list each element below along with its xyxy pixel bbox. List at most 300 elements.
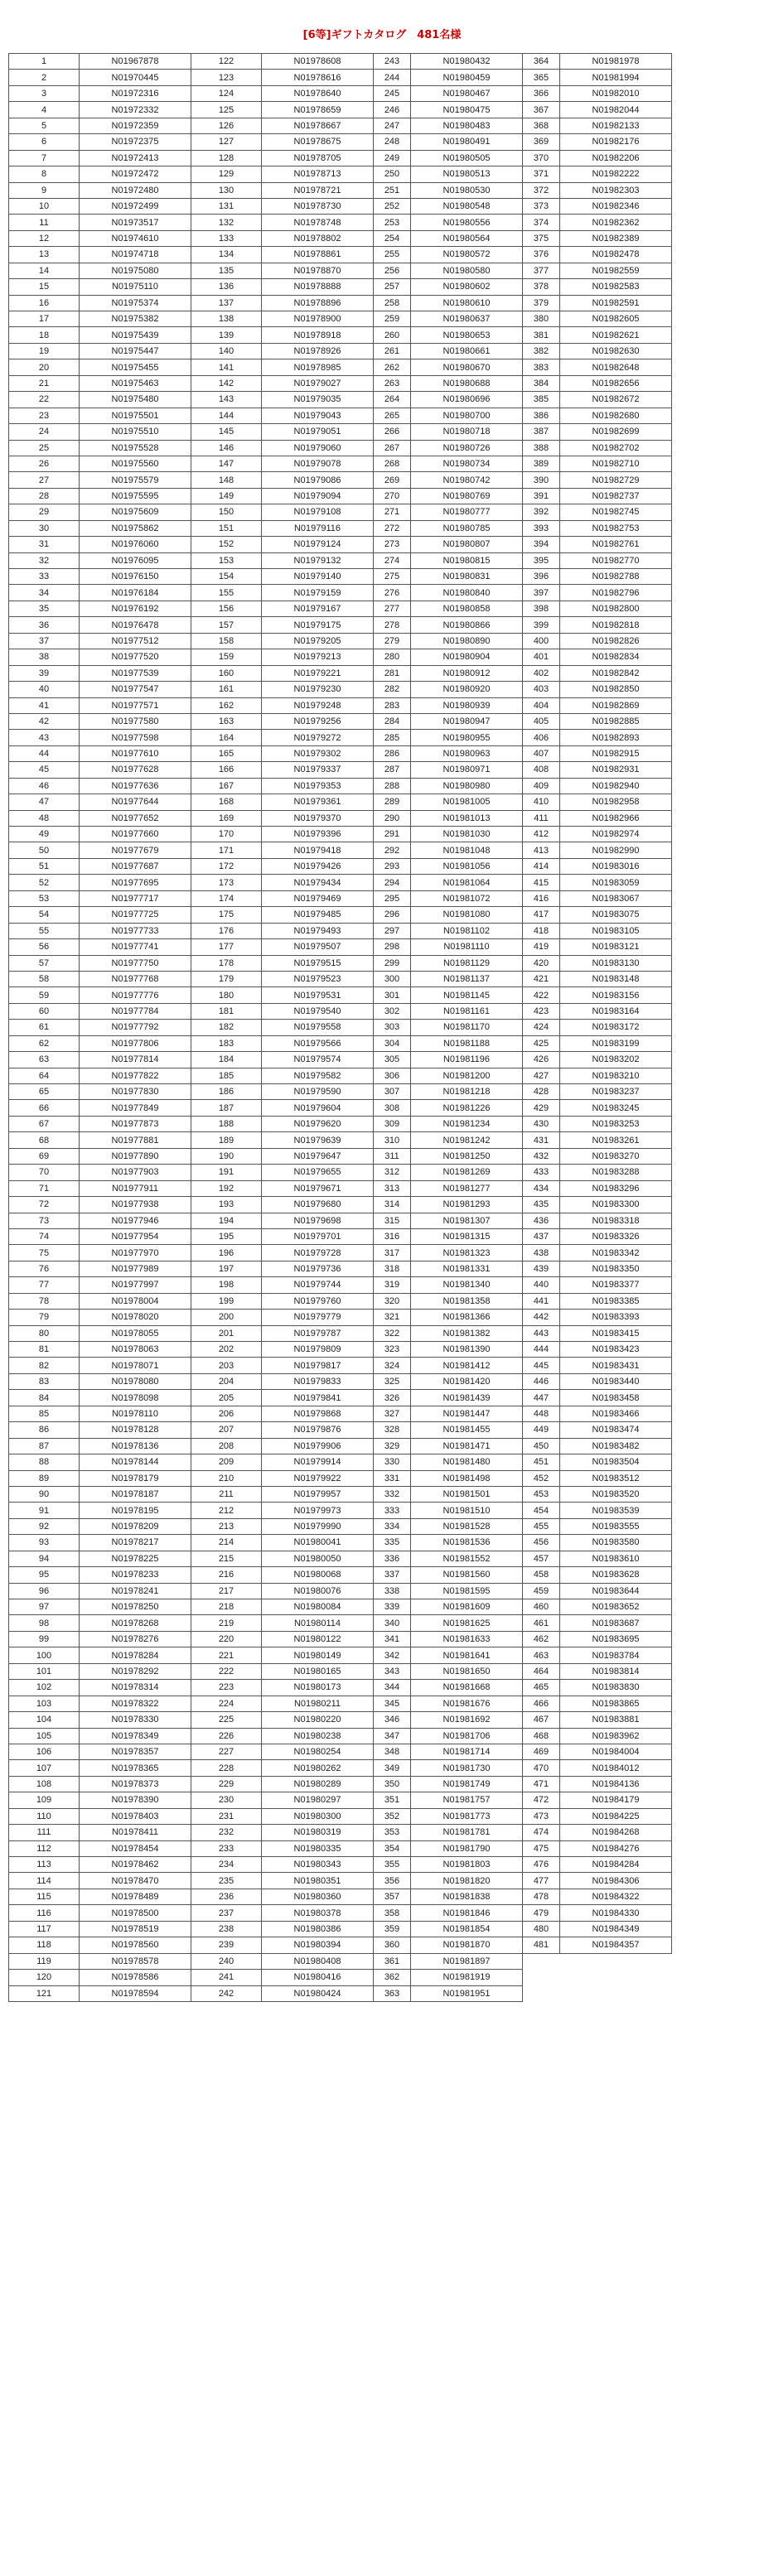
table-row (9, 279, 672, 295)
winner-code: N01981331 (411, 1261, 523, 1276)
entry-number: 157 (191, 617, 262, 633)
entry-number: 293 (374, 858, 411, 874)
entry-number: 141 (191, 359, 262, 375)
entry-number: 455 (523, 1518, 560, 1534)
entry-number: 148 (191, 472, 262, 488)
table-row (9, 1551, 672, 1566)
table-row (9, 1310, 672, 1325)
winner-code: N01980815 (411, 552, 523, 568)
table-row (9, 1325, 672, 1341)
winner-code: N01982702 (560, 440, 672, 456)
table-row (9, 1390, 672, 1406)
winner-code: N01977776 (80, 987, 191, 1003)
winner-code: N01979922 (262, 1470, 374, 1486)
winner-code: N01984004 (560, 1744, 672, 1759)
winner-code: N01980718 (411, 424, 523, 440)
entry-number: 176 (191, 923, 262, 938)
winner-code: N01981366 (411, 1310, 523, 1325)
winner-code: N01980971 (411, 762, 523, 778)
entry-number: 106 (9, 1744, 80, 1759)
entry-number: 334 (374, 1518, 411, 1534)
winner-code: N01981641 (411, 1647, 523, 1663)
table-row (9, 263, 672, 278)
entry-number: 129 (191, 166, 262, 182)
winner-code: N01982222 (560, 166, 672, 182)
entry-number: 449 (523, 1422, 560, 1438)
winner-code: N01984330 (560, 1905, 672, 1921)
winner-code: N01983296 (560, 1180, 672, 1196)
entry-number: 234 (191, 1857, 262, 1873)
winner-code: N01981994 (560, 70, 672, 85)
entry-number: 281 (374, 665, 411, 681)
entry-number: 88 (9, 1454, 80, 1470)
winner-code: N01979582 (262, 1068, 374, 1083)
winner-code: N01980505 (411, 150, 523, 166)
winner-code: N01979876 (262, 1422, 374, 1438)
winner-code: N01982974 (560, 827, 672, 842)
table-row (9, 182, 672, 198)
entry-number: 158 (191, 633, 262, 649)
table-row (9, 1245, 672, 1261)
entry-number: 1 (9, 54, 80, 70)
entry-number: 201 (191, 1325, 262, 1341)
winner-code: N01981340 (411, 1277, 523, 1293)
entry-number: 215 (191, 1551, 262, 1566)
entry-number: 64 (9, 1068, 80, 1083)
winner-code: N01981358 (411, 1293, 523, 1309)
entry-number: 182 (191, 1020, 262, 1035)
entry-number: 333 (374, 1503, 411, 1518)
winner-code: N01979728 (262, 1245, 374, 1261)
entry-number: 173 (191, 875, 262, 890)
entry-number: 5 (9, 118, 80, 133)
winner-code: N01983059 (560, 875, 672, 890)
entry-number: 207 (191, 1422, 262, 1438)
entry-number: 370 (523, 150, 560, 166)
table-row (9, 1760, 672, 1776)
winner-code: N01981773 (411, 1808, 523, 1824)
entry-number: 270 (374, 488, 411, 504)
winner-code: N01981382 (411, 1325, 523, 1341)
entry-number: 479 (523, 1905, 560, 1921)
winner-code: N01978519 (80, 1921, 191, 1937)
winner-code: N01980831 (411, 569, 523, 585)
table-row (9, 875, 672, 890)
winner-code: N01979140 (262, 569, 374, 585)
table-row (9, 504, 672, 520)
winner-code: N01983342 (560, 1245, 672, 1261)
winner-code: N01981137 (411, 971, 523, 987)
table-row (9, 890, 672, 906)
table-row (9, 1197, 672, 1213)
entry-number: 320 (374, 1293, 411, 1309)
winner-code: N01981234 (411, 1116, 523, 1131)
winner-code: N01978373 (80, 1776, 191, 1792)
entry-number: 4 (9, 102, 80, 118)
entry-number: 81 (9, 1342, 80, 1358)
table-row (9, 1792, 672, 1808)
entry-number: 378 (523, 279, 560, 295)
winner-code: N01972480 (80, 182, 191, 198)
winner-code: N01981790 (411, 1840, 523, 1856)
entry-number: 52 (9, 875, 80, 890)
winner-code: N01978020 (80, 1310, 191, 1325)
winner-code: N01982656 (560, 375, 672, 391)
table-row (9, 1937, 672, 1953)
table-row (9, 682, 672, 697)
entry-number: 209 (191, 1454, 262, 1470)
entry-number: 206 (191, 1406, 262, 1421)
entry-number: 139 (191, 327, 262, 343)
entry-number: 19 (9, 343, 80, 359)
table-row (9, 1696, 672, 1711)
winner-code: N01976095 (80, 552, 191, 568)
winner-code: N01979213 (262, 649, 374, 665)
winner-code: N01980408 (262, 1953, 374, 1969)
winner-code: N01983482 (560, 1438, 672, 1454)
winner-code: N01981730 (411, 1760, 523, 1776)
winner-code: N01983237 (560, 1084, 672, 1100)
table-row (9, 537, 672, 552)
entry-number: 143 (191, 392, 262, 408)
entry-number: 164 (191, 730, 262, 745)
entry-number: 107 (9, 1760, 80, 1776)
winner-code: N01979680 (262, 1197, 374, 1213)
table-row (9, 1180, 672, 1196)
entry-number: 108 (9, 1776, 80, 1792)
winner-code: N01975455 (80, 359, 191, 375)
entry-number: 130 (191, 182, 262, 198)
table-row (9, 907, 672, 923)
winner-code: N01981170 (411, 1020, 523, 1035)
winner-code: N01978284 (80, 1647, 191, 1663)
winner-code: N01979647 (262, 1148, 374, 1164)
entry-number: 86 (9, 1422, 80, 1438)
entry-number: 397 (523, 585, 560, 601)
entry-number: 104 (9, 1712, 80, 1728)
winner-code: N01977733 (80, 923, 191, 938)
table-row (9, 1889, 672, 1904)
entry-number: 32 (9, 552, 80, 568)
entry-number: 430 (523, 1116, 560, 1131)
winner-code: N01977989 (80, 1261, 191, 1276)
entry-number: 462 (523, 1631, 560, 1647)
table-row (9, 1277, 672, 1293)
entry-number: 469 (523, 1744, 560, 1759)
winner-code: N01980769 (411, 488, 523, 504)
entry-number: 233 (191, 1840, 262, 1856)
winner-code: N01982842 (560, 665, 672, 681)
winner-code: N01977660 (80, 827, 191, 842)
winner-code: N01978063 (80, 1342, 191, 1358)
entry-number: 16 (9, 295, 80, 311)
winner-code: N01982800 (560, 601, 672, 616)
winner-code: N01979302 (262, 745, 374, 761)
winner-code: N01983431 (560, 1358, 672, 1373)
winner-code: N01982788 (560, 569, 672, 585)
winner-code: N01975510 (80, 424, 191, 440)
entry-number: 200 (191, 1310, 262, 1325)
entry-number: 117 (9, 1921, 80, 1937)
winner-code: N01979817 (262, 1358, 374, 1373)
winner-code: N01981595 (411, 1583, 523, 1599)
entry-number: 252 (374, 198, 411, 214)
winner-code: N01975595 (80, 488, 191, 504)
entry-number: 295 (374, 890, 411, 906)
winner-code: N01981978 (560, 54, 672, 70)
table-row (9, 520, 672, 536)
entry-number: 174 (191, 890, 262, 906)
winner-code: N01980890 (411, 633, 523, 649)
winner-code: N01977784 (80, 1003, 191, 1019)
entry-number: 75 (9, 1245, 80, 1261)
winner-code: N01981102 (411, 923, 523, 938)
table-row (9, 102, 672, 118)
entry-number: 350 (374, 1776, 411, 1792)
entry-number: 271 (374, 504, 411, 520)
winner-code: N01981447 (411, 1406, 523, 1421)
entry-number: 21 (9, 375, 80, 391)
entry-number: 332 (374, 1486, 411, 1502)
entry-number: 168 (191, 794, 262, 810)
entry-number: 134 (191, 247, 262, 263)
winner-code: N01980475 (411, 102, 523, 118)
winner-code: N01980572 (411, 247, 523, 263)
entry-number: 79 (9, 1310, 80, 1325)
entry-number: 186 (191, 1084, 262, 1100)
entry-number: 459 (523, 1583, 560, 1599)
table-row (9, 1503, 672, 1518)
entry-number: 427 (523, 1068, 560, 1083)
winner-code: N01983652 (560, 1599, 672, 1615)
table-row (9, 1003, 672, 1019)
entry-number: 460 (523, 1599, 560, 1615)
winner-code: N01981560 (411, 1567, 523, 1583)
entry-number: 7 (9, 150, 80, 166)
winner-code: N01983016 (560, 858, 672, 874)
winner-code: N01980688 (411, 375, 523, 391)
entry-number: 439 (523, 1261, 560, 1276)
entry-number: 405 (523, 713, 560, 729)
winner-code: N01976060 (80, 537, 191, 552)
winner-code: N01978179 (80, 1470, 191, 1486)
entry-number: 394 (523, 537, 560, 552)
winner-code: N01980955 (411, 730, 523, 745)
entry-number: 112 (9, 1840, 80, 1856)
winner-code: N01976184 (80, 585, 191, 601)
winner-code: N01978659 (262, 102, 374, 118)
entry-number: 323 (374, 1342, 411, 1358)
winner-code: N01979779 (262, 1310, 374, 1325)
entry-number: 384 (523, 375, 560, 391)
table-row (9, 166, 672, 182)
entry-number: 87 (9, 1438, 80, 1454)
entry-number: 48 (9, 810, 80, 826)
entry-number: 189 (191, 1132, 262, 1148)
entry-number: 27 (9, 472, 80, 488)
table-row (9, 923, 672, 938)
entry-number: 51 (9, 858, 80, 874)
entry-number: 60 (9, 1003, 80, 1019)
entry-number: 328 (374, 1422, 411, 1438)
winner-code: N01983687 (560, 1615, 672, 1631)
winner-code: N01979809 (262, 1342, 374, 1358)
entry-number: 377 (523, 263, 560, 278)
winner-code: N01978454 (80, 1840, 191, 1856)
entry-number: 211 (191, 1486, 262, 1502)
entry-number: 284 (374, 713, 411, 729)
entry-number: 101 (9, 1663, 80, 1679)
winner-code: N01982940 (560, 778, 672, 794)
winner-code: N01981412 (411, 1358, 523, 1373)
winner-code: N01978241 (80, 1583, 191, 1599)
entry-number: 274 (374, 552, 411, 568)
entry-number: 312 (374, 1165, 411, 1180)
entry-number: 438 (523, 1245, 560, 1261)
entry-number: 180 (191, 987, 262, 1003)
entry-number: 58 (9, 971, 80, 987)
winner-code: N01978098 (80, 1390, 191, 1406)
winner-code: N01980360 (262, 1889, 374, 1904)
table-row (9, 1438, 672, 1454)
entry-number: 416 (523, 890, 560, 906)
table-row (9, 1825, 672, 1840)
entry-number: 470 (523, 1760, 560, 1776)
winner-code: N01981056 (411, 858, 523, 874)
winner-code: N01977768 (80, 971, 191, 987)
table-row (9, 1454, 672, 1470)
winner-code: N01981390 (411, 1342, 523, 1358)
entry-number: 221 (191, 1647, 262, 1663)
entry-number: 369 (523, 134, 560, 150)
winner-code: N01979868 (262, 1406, 374, 1421)
entry-number: 273 (374, 537, 411, 552)
winner-code: N01979159 (262, 585, 374, 601)
winner-code: N01977628 (80, 762, 191, 778)
table-row (9, 1905, 672, 1921)
entry-number: 314 (374, 1197, 411, 1213)
winner-code: N01980866 (411, 617, 523, 633)
winner-code: N01980653 (411, 327, 523, 343)
winner-code: N01980165 (262, 1663, 374, 1679)
entry-number: 37 (9, 633, 80, 649)
winner-code: N01979167 (262, 601, 374, 616)
winner-code: N01979418 (262, 842, 374, 858)
winner-code: N01977954 (80, 1228, 191, 1244)
winner-code: N01980416 (262, 1970, 374, 1985)
table-row (9, 649, 672, 665)
entry-number: 352 (374, 1808, 411, 1824)
winner-code: N01983261 (560, 1132, 672, 1148)
winner-code: N01978560 (80, 1937, 191, 1953)
winner-code: N01983202 (560, 1052, 672, 1068)
winner-code: N01979493 (262, 923, 374, 938)
entry-number: 448 (523, 1406, 560, 1421)
table-row (9, 1808, 672, 1824)
empty-cell (523, 1985, 560, 2001)
table-row (9, 1373, 672, 1389)
entry-number: 84 (9, 1390, 80, 1406)
winner-code: N01979760 (262, 1293, 374, 1309)
winner-code: N01980696 (411, 392, 523, 408)
winner-code: N01982834 (560, 649, 672, 665)
winner-code: N01976478 (80, 617, 191, 633)
winner-code: N01982206 (560, 150, 672, 166)
entry-number: 74 (9, 1228, 80, 1244)
winner-code: N01978128 (80, 1422, 191, 1438)
entry-number: 237 (191, 1905, 262, 1921)
entry-number: 478 (523, 1889, 560, 1904)
winner-code: N01981897 (411, 1953, 523, 1969)
entry-number: 147 (191, 456, 262, 471)
winner-code: N01981080 (411, 907, 523, 923)
table-row (9, 633, 672, 649)
entry-number: 138 (191, 311, 262, 327)
winner-code: N01980076 (262, 1583, 374, 1599)
winner-code: N01983210 (560, 1068, 672, 1083)
entry-number: 254 (374, 230, 411, 246)
entry-number: 62 (9, 1035, 80, 1051)
table-row (9, 794, 672, 810)
entry-number: 98 (9, 1615, 80, 1631)
winner-code: N01977571 (80, 697, 191, 713)
winner-code: N01983148 (560, 971, 672, 987)
entry-number: 306 (374, 1068, 411, 1083)
winner-code: N01984349 (560, 1921, 672, 1937)
entry-number: 260 (374, 327, 411, 343)
entry-number: 288 (374, 778, 411, 794)
table-row (9, 665, 672, 681)
entry-number: 23 (9, 408, 80, 423)
entry-number: 415 (523, 875, 560, 890)
winner-code: N01981749 (411, 1776, 523, 1792)
winner-code: N01980335 (262, 1840, 374, 1856)
winner-code: N01975080 (80, 263, 191, 278)
entry-number: 402 (523, 665, 560, 681)
winner-code: N01983270 (560, 1148, 672, 1164)
winner-code: N01978322 (80, 1696, 191, 1711)
winner-code: N01981200 (411, 1068, 523, 1083)
winner-code: N01981536 (411, 1535, 523, 1551)
table-row (9, 1663, 672, 1679)
entry-number: 279 (374, 633, 411, 649)
winner-code: N01978616 (262, 70, 374, 85)
winner-code: N01979060 (262, 440, 374, 456)
entry-number: 220 (191, 1631, 262, 1647)
winner-code: N01977652 (80, 810, 191, 826)
winner-code: N01982648 (560, 359, 672, 375)
table-row (9, 1213, 672, 1228)
winner-code: N01981650 (411, 1663, 523, 1679)
winner-code: N01982753 (560, 520, 672, 536)
entry-number: 14 (9, 263, 80, 278)
entry-number: 425 (523, 1035, 560, 1051)
table-row (9, 778, 672, 794)
entry-number: 303 (374, 1020, 411, 1035)
winner-code: N01982303 (560, 182, 672, 198)
entry-number: 406 (523, 730, 560, 745)
entry-number: 89 (9, 1470, 80, 1486)
entry-number: 224 (191, 1696, 262, 1711)
entry-number: 204 (191, 1373, 262, 1389)
entry-number: 181 (191, 1003, 262, 1019)
winner-code: N01981846 (411, 1905, 523, 1921)
winner-code: N01982710 (560, 456, 672, 471)
winner-code: N01981439 (411, 1390, 523, 1406)
entry-number: 463 (523, 1647, 560, 1663)
entry-number: 434 (523, 1180, 560, 1196)
entry-number: 255 (374, 247, 411, 263)
